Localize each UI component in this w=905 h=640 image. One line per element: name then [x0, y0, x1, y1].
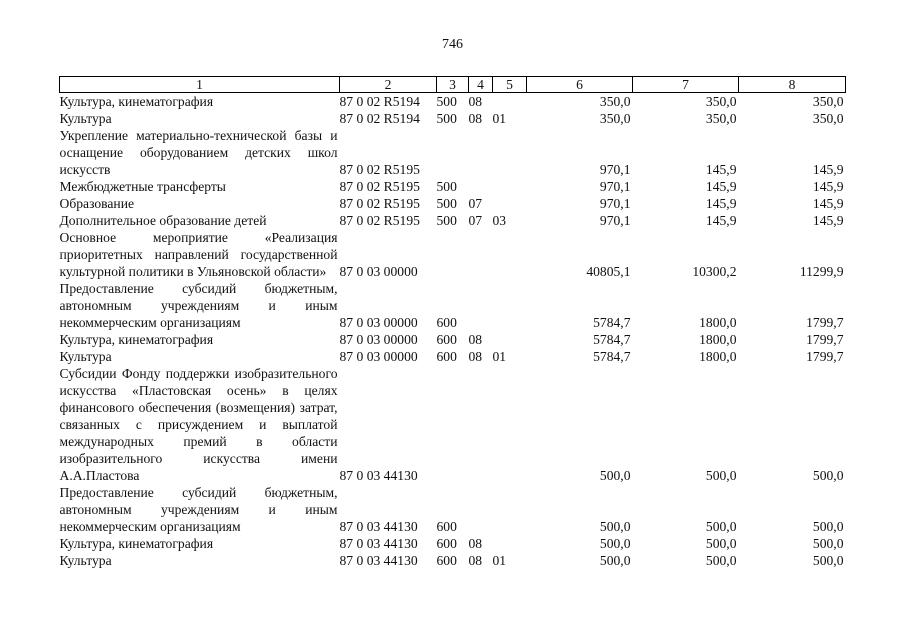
row-value-7: 145,9 [705, 179, 737, 194]
row-rz: 08 [468, 553, 483, 568]
table-row [60, 331, 846, 348]
row-value-7: 500,0 [705, 468, 737, 483]
row-value-7: 145,9 [705, 213, 737, 228]
row-name: Укрепление материально-технической базы и оснащение оборудованием детских школ искусств [59, 128, 338, 177]
row-value-8: 500,0 [812, 553, 844, 568]
header-col-6: 6 [527, 77, 633, 93]
row-csr: 87 0 03 44130 [339, 519, 418, 534]
row-rz: 07 [468, 213, 483, 228]
row-name: Культура [59, 111, 112, 126]
row-name: Культура [59, 553, 112, 568]
row-pr: 01 [492, 111, 507, 126]
row-value-6: 500,0 [599, 519, 631, 534]
table-row [60, 484, 846, 535]
row-csr: 87 0 02 R5194 [339, 111, 420, 126]
row-value-8: 1799,7 [806, 315, 844, 330]
row-name: Предоставление субсидий бюджетным, автономным учреждениям и иным некоммерческим организациям [59, 281, 338, 330]
row-rz: 08 [468, 536, 483, 551]
row-vr: 600 [436, 536, 457, 551]
row-value-7: 10300,2 [692, 264, 737, 279]
table-row [60, 348, 846, 365]
row-pr: 01 [492, 349, 507, 364]
header-col-4: 4 [469, 77, 493, 93]
row-rz [469, 484, 493, 535]
row-value-6: 40805,1 [586, 264, 631, 279]
row-value-7: 145,9 [705, 196, 737, 211]
row-vr [437, 127, 469, 178]
row-csr: 87 0 02 R5195 [339, 213, 420, 228]
row-name: Культура, кинематография [59, 332, 214, 347]
row-value-7: 1800,0 [699, 349, 737, 364]
row-csr: 87 0 02 R5195 [339, 179, 420, 194]
budget-table [59, 76, 846, 569]
row-name: Дополнительное образование детей [59, 213, 267, 228]
row-csr: 87 0 03 00000 [339, 349, 418, 364]
row-value-7: 350,0 [705, 111, 737, 126]
row-value-6: 970,1 [599, 196, 631, 211]
row-value-6: 5784,7 [593, 315, 631, 330]
row-value-7: 350,0 [705, 94, 737, 109]
row-rz [469, 178, 493, 195]
row-pr [493, 280, 527, 331]
row-name: Предоставление субсидий бюджетным, автономным учреждениям и иным некоммерческим организациям [59, 485, 338, 534]
row-rz [469, 365, 493, 484]
row-rz: 08 [468, 94, 483, 109]
row-value-7: 500,0 [705, 519, 737, 534]
row-value-8: 145,9 [812, 196, 844, 211]
row-rz: 07 [468, 196, 483, 211]
row-rz: 08 [468, 332, 483, 347]
table-row [60, 110, 846, 127]
header-col-2: 2 [340, 77, 437, 93]
table-row [60, 212, 846, 229]
row-name: Культура, кинематография [59, 94, 214, 109]
row-value-8: 350,0 [812, 94, 844, 109]
row-value-8: 500,0 [812, 468, 844, 483]
table-row [60, 229, 846, 280]
table-row [60, 535, 846, 552]
table-row [60, 93, 846, 111]
row-pr [493, 229, 527, 280]
row-value-7: 1800,0 [699, 315, 737, 330]
header-col-7: 7 [633, 77, 739, 93]
row-pr [493, 331, 527, 348]
row-value-6: 970,1 [599, 162, 631, 177]
row-pr [493, 535, 527, 552]
row-pr [493, 178, 527, 195]
row-value-7: 1800,0 [699, 332, 737, 347]
row-vr [437, 365, 469, 484]
row-csr: 87 0 03 00000 [339, 315, 418, 330]
header-col-5: 5 [493, 77, 527, 93]
row-vr: 600 [436, 553, 457, 568]
row-vr [437, 229, 469, 280]
row-name: Образование [59, 196, 135, 211]
row-csr: 87 0 02 R5195 [339, 162, 420, 177]
row-pr [493, 365, 527, 484]
row-pr [493, 127, 527, 178]
row-pr [493, 484, 527, 535]
row-csr: 87 0 03 00000 [339, 332, 418, 347]
row-pr [493, 93, 527, 111]
row-csr: 87 0 02 R5195 [339, 196, 420, 211]
row-value-8: 350,0 [812, 111, 844, 126]
row-value-6: 970,1 [599, 213, 631, 228]
row-rz [469, 127, 493, 178]
table-row [60, 552, 846, 569]
row-csr: 87 0 02 R5194 [339, 94, 420, 109]
row-rz: 08 [468, 349, 483, 364]
row-value-6: 350,0 [599, 94, 631, 109]
row-name: Межбюджетные трансферты [59, 179, 226, 194]
row-rz: 08 [468, 111, 483, 126]
row-csr: 87 0 03 44130 [339, 536, 418, 551]
row-value-8: 500,0 [812, 519, 844, 534]
row-value-7: 145,9 [705, 162, 737, 177]
table-row [60, 127, 846, 178]
row-value-6: 5784,7 [593, 332, 631, 347]
table-row [60, 280, 846, 331]
row-pr [493, 195, 527, 212]
row-value-8: 1799,7 [806, 349, 844, 364]
row-vr: 600 [436, 332, 457, 347]
header-col-1: 1 [60, 77, 340, 93]
row-csr: 87 0 03 44130 [339, 468, 418, 483]
row-pr: 03 [492, 213, 507, 228]
header-col-3: 3 [437, 77, 469, 93]
row-rz [469, 229, 493, 280]
row-vr: 600 [436, 349, 457, 364]
row-name: Субсидии Фонду поддержки изобразительного искусства «Пластовская осень» в целях финансового обеспечения (возмещения) затрат, связанных с присуждением и выплатой международных премий в области изобразительного искусства имени А.А.Пластова [59, 366, 338, 483]
row-name: Основное мероприятие «Реализация приоритетных направлений государственной культурной политики в Ульяновской области» [59, 230, 338, 279]
header-col-8: 8 [739, 77, 846, 93]
row-name: Культура [59, 349, 112, 364]
row-value-7: 500,0 [705, 536, 737, 551]
page-number: 746 [442, 37, 463, 52]
table-row [60, 178, 846, 195]
row-name: Культура, кинематография [59, 536, 214, 551]
row-value-8: 145,9 [812, 213, 844, 228]
table-row [60, 195, 846, 212]
row-csr: 87 0 03 44130 [339, 553, 418, 568]
header-row [60, 77, 846, 93]
row-vr: 500 [436, 94, 457, 109]
row-value-6: 970,1 [599, 179, 631, 194]
row-value-8: 1799,7 [806, 332, 844, 347]
table-row [60, 365, 846, 484]
row-value-8: 11299,9 [799, 264, 844, 279]
row-vr: 500 [436, 179, 457, 194]
row-value-6: 350,0 [599, 111, 631, 126]
row-value-8: 145,9 [812, 179, 844, 194]
row-value-6: 500,0 [599, 536, 631, 551]
row-rz [469, 280, 493, 331]
row-value-8: 145,9 [812, 162, 844, 177]
row-value-7: 500,0 [705, 553, 737, 568]
row-vr: 500 [436, 196, 457, 211]
row-pr: 01 [492, 553, 507, 568]
row-vr: 500 [436, 213, 457, 228]
row-value-6: 5784,7 [593, 349, 631, 364]
row-value-6: 500,0 [599, 468, 631, 483]
row-value-6: 500,0 [599, 553, 631, 568]
row-csr: 87 0 03 00000 [339, 264, 418, 279]
row-vr: 600 [436, 315, 457, 330]
row-vr: 500 [436, 111, 457, 126]
row-vr: 600 [436, 519, 457, 534]
row-value-8: 500,0 [812, 536, 844, 551]
